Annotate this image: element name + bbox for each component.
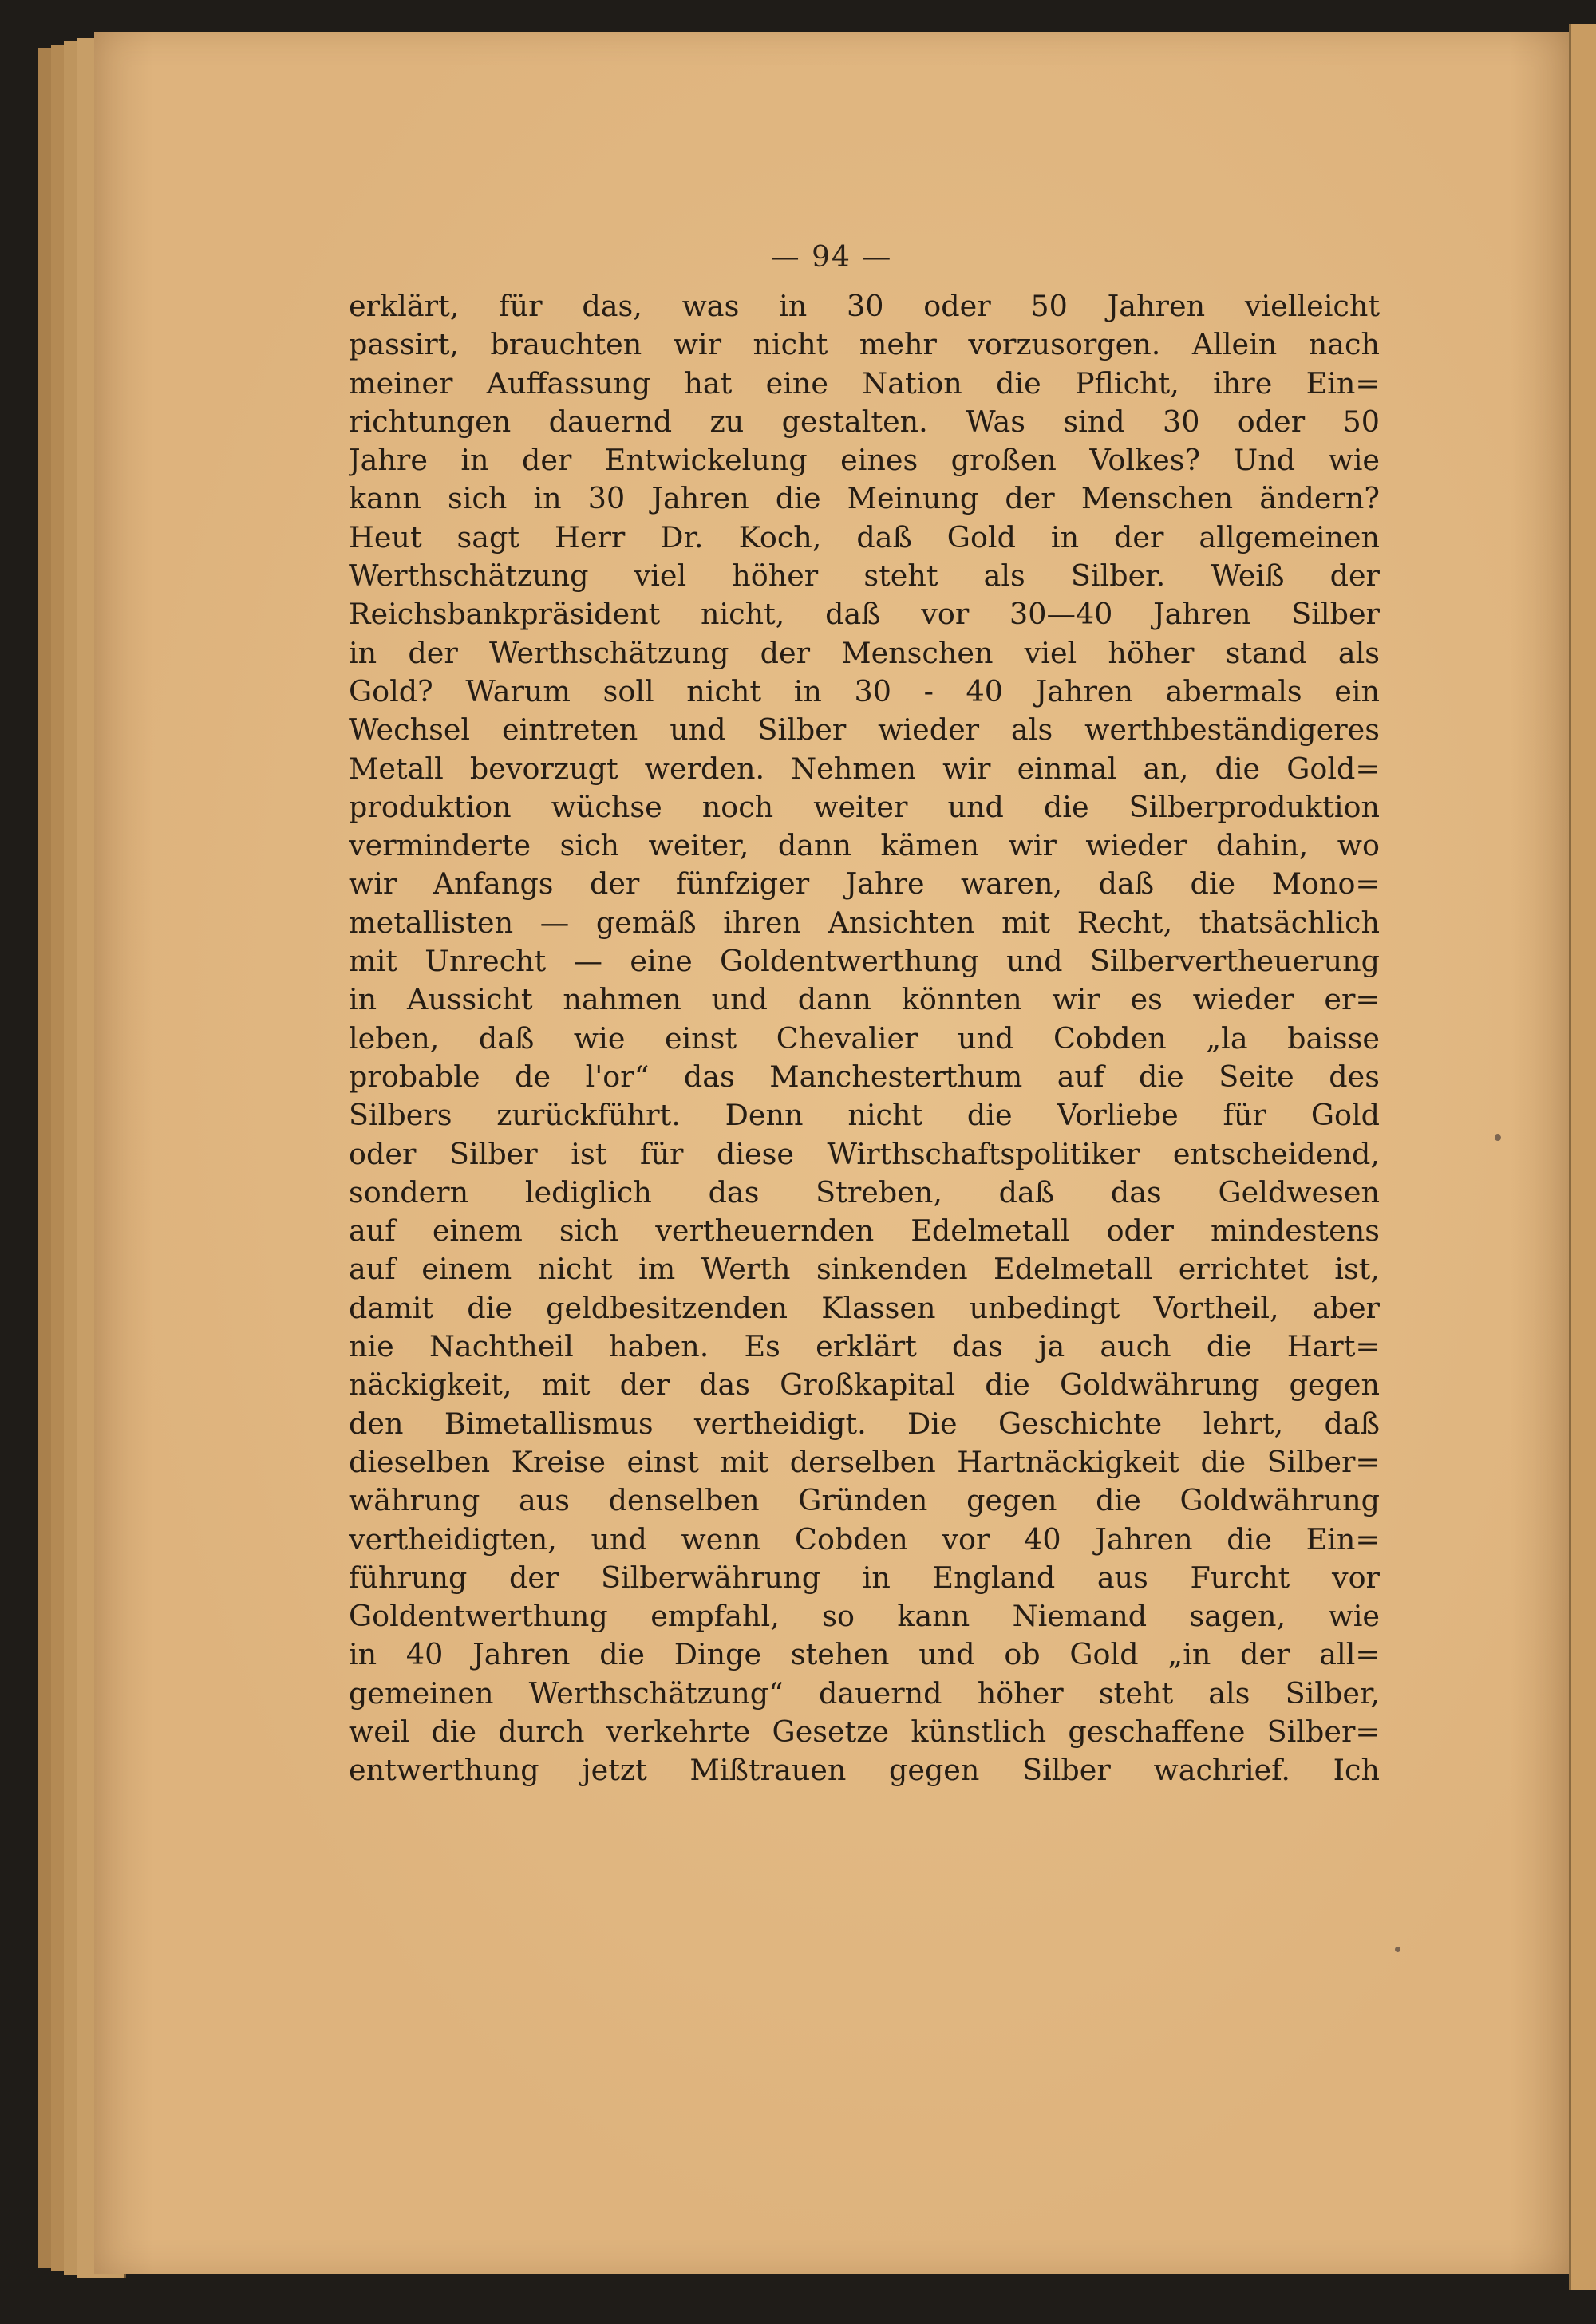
- text-line: wir Anfangs der fünfziger Jahre waren, daß die Mono=: [349, 866, 1380, 902]
- text-line: passirt, brauchten wir nicht mehr vorzusorgen. Allein nach: [349, 327, 1380, 362]
- text-line: dieselben Kreise einst mit derselben Hartnäckigkeit die Silber=: [349, 1444, 1380, 1479]
- text-line: probable de l'or“ das Manchesterthum auf die Seite des: [349, 1059, 1380, 1094]
- text-line: weil die durch verkehrte Gesetze künstlich geschaffene Silber=: [349, 1714, 1380, 1749]
- text-line: Silbers zurückführt. Denn nicht die Vorliebe für Gold: [349, 1098, 1380, 1133]
- facing-page-edge: [1569, 24, 1596, 2290]
- text-line: in der Werthschätzung der Menschen viel höher stand als: [349, 635, 1380, 670]
- text-line: erklärt, für das, was in 30 oder 50 Jahren vielleicht: [349, 289, 1380, 323]
- text-line: in Aussicht nahmen und dann könnten wir es wieder er=: [349, 982, 1380, 1017]
- text-line: verminderte sich weiter, dann kämen wir wieder dahin, wo: [349, 828, 1380, 863]
- text-line: Heut sagt Herr Dr. Koch, daß Gold in der allgemeinen: [349, 519, 1380, 554]
- text-line: produktion wüchse noch weiter und die Silberproduktion: [349, 789, 1380, 824]
- text-line: Jahre in der Entwickelung eines großen Volkes? Und wie: [349, 443, 1380, 478]
- body-text: [349, 287, 1380, 1790]
- text-line: Metall bevorzugt werden. Nehmen wir einmal an, die Gold=: [349, 751, 1380, 786]
- text-line: metallisten — gemäß ihren Ansichten mit Recht, thatsächlich: [349, 905, 1380, 940]
- text-line: auf einem nicht im Werth sinkenden Edelmetall errichtet ist,: [349, 1252, 1380, 1287]
- text-line: Werthschätzung viel höher steht als Silber. Weiß der: [349, 558, 1380, 594]
- text-line: näckigkeit, mit der das Großkapital die Goldwährung gegen: [349, 1367, 1380, 1403]
- text-line: meiner Auffassung hat eine Nation die Pflicht, ihre Ein=: [349, 365, 1380, 400]
- text-line: Goldentwerthung empfahl, so kann Niemand sagen, wie: [349, 1599, 1380, 1634]
- text-line: vertheidigten, und wenn Cobden vor 40 Jahren die Ein=: [349, 1521, 1380, 1557]
- paper-speck: [1395, 1947, 1400, 1952]
- text-line: sondern lediglich das Streben, daß das Geldwesen: [349, 1174, 1380, 1209]
- text-line: Gold? Warum soll nicht in 30 - 40 Jahren abermals ein: [349, 673, 1380, 708]
- text-line: auf einem sich vertheuernden Edelmetall oder mindestens: [349, 1213, 1380, 1249]
- text-line: Reichsbankpräsident nicht, daß vor 30—40 Jahren Silber: [349, 597, 1380, 632]
- text-line: in 40 Jahren die Dinge stehen und ob Gold „in der all=: [349, 1637, 1380, 1672]
- text-line: richtungen dauernd zu gestalten. Was sind 30 oder 50: [349, 404, 1380, 439]
- paper-speck: [1495, 1134, 1501, 1141]
- text-line: führung der Silberwährung in England aus Furcht vor: [349, 1560, 1380, 1595]
- text-line: den Bimetallismus vertheidigt. Die Geschichte lehrt, daß: [349, 1406, 1380, 1441]
- text-line: kann sich in 30 Jahren die Meinung der Menschen ändern?: [349, 481, 1380, 516]
- text-line: währung aus denselben Gründen gegen die Goldwährung: [349, 1483, 1380, 1518]
- text-line: oder Silber ist für diese Wirthschaftspolitiker entscheidend,: [349, 1136, 1380, 1171]
- text-line: nie Nachtheil haben. Es erklärt das ja auch die Hart=: [349, 1329, 1380, 1364]
- text-line: Wechsel eintreten und Silber wieder als werthbeständigeres: [349, 712, 1380, 748]
- text-line: gemeinen Werthschätzung“ dauernd höher steht als Silber,: [349, 1675, 1380, 1710]
- page-number: — 94 —: [770, 241, 893, 274]
- text-line: entwerthung jetzt Mißtrauen gegen Silber wachrief. Ich: [349, 1753, 1380, 1788]
- text-line: mit Unrecht — eine Goldentwerthung und Silbervertheuerung: [349, 944, 1380, 979]
- text-line: leben, daß wie einst Chevalier und Cobden „la baisse: [349, 1020, 1380, 1055]
- text-line: damit die geldbesitzenden Klassen unbedingt Vortheil, aber: [349, 1290, 1380, 1325]
